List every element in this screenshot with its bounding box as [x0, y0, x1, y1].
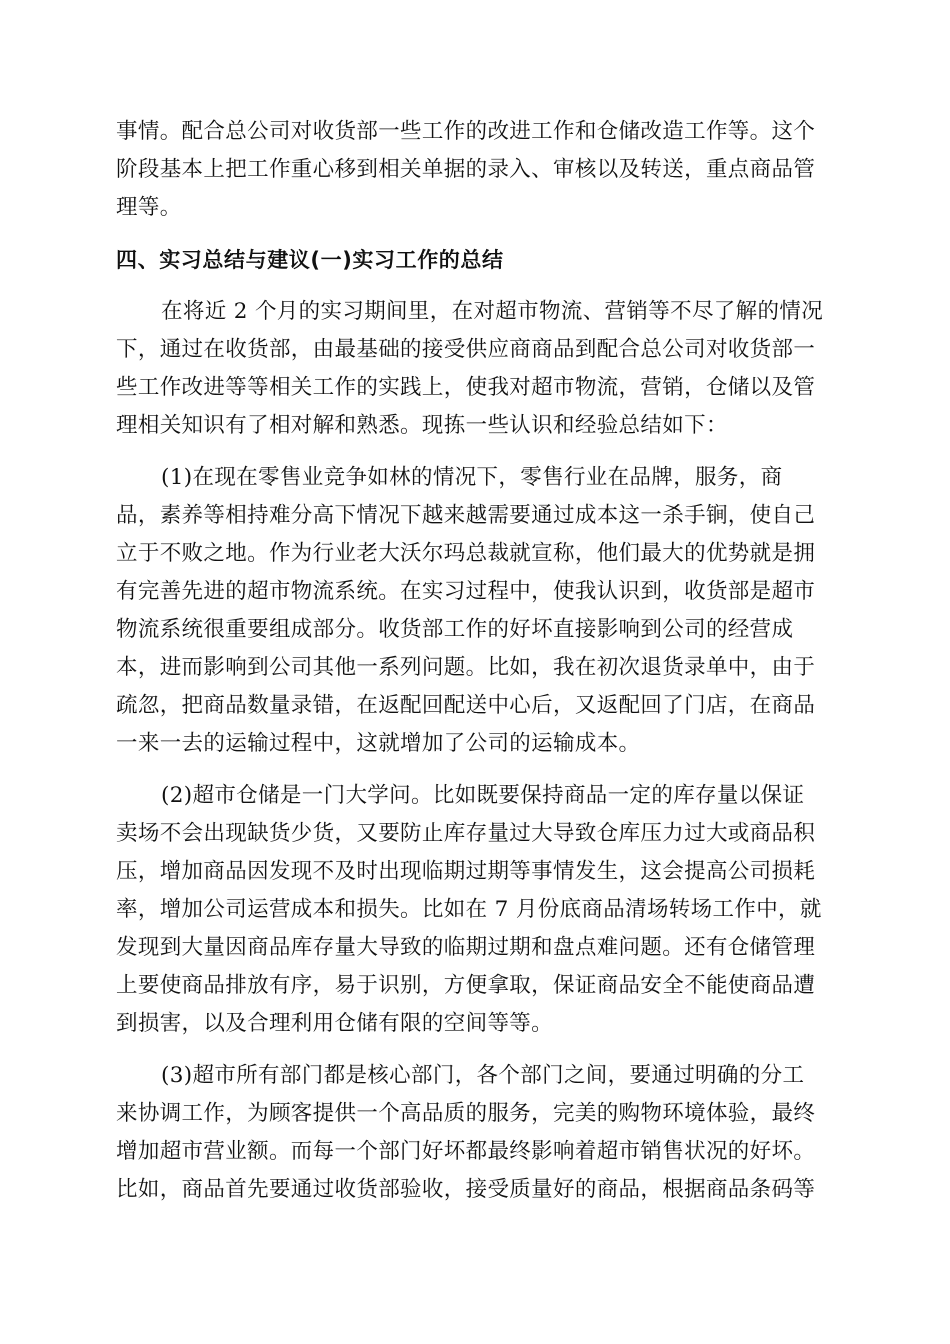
text-line: 事情。配合总公司对收货部一些工作的改进工作和仓储改造工作等。这个 [116, 119, 816, 144]
paragraph-summary [116, 293, 832, 445]
text-line: 理相关知识有了相对解和熟悉。现拣一些认识和经验总结如下： [116, 413, 728, 438]
text-line: 立于不败之地。作为行业老大沃尔玛总裁就宣称，他们最大的优势就是拥 [116, 541, 816, 566]
text-line: 些工作改进等等相关工作的实践上，使我对超市物流，营销，仓储以及管 [116, 375, 816, 400]
text-line: 压，增加商品因发现不及时出现临期过期等事情发生，这会提高公司损耗 [116, 859, 816, 884]
text-line: 理等。 [116, 195, 182, 220]
text-line: 本，进而影响到公司其他一系列问题。比如，我在初次退货录单中，由于 [116, 655, 816, 680]
paragraph-intro [116, 113, 832, 227]
text-line: 增加超市营业额。而每一个部门好坏都最终影响着超市销售状况的好坏。 [116, 1139, 816, 1164]
text-line: 一来一去的运输过程中，这就增加了公司的运输成本。 [116, 731, 641, 756]
text-line: 卖场不会出现缺货少货，又要防止库存量过大导致仓库压力过大或商品积 [116, 821, 816, 846]
document-page [116, 113, 832, 1209]
text-line: 疏忽，把商品数量录错，在返配回配送中心后，又返配回了门店，在商品 [116, 693, 816, 718]
text-line: 发现到大量因商品库存量大导致的临期过期和盘点难问题。还有仓储管理 [116, 935, 816, 960]
section-heading: 四、实习总结与建议(一)实习工作的总结 [116, 248, 504, 272]
text-line: 有完善先进的超市物流系统。在实习过程中，使我认识到，收货部是超市 [116, 579, 816, 604]
point-3-paragraph [116, 1057, 832, 1209]
point-1-paragraph [116, 459, 832, 763]
text-line: 物流系统很重要组成部分。收货部工作的好坏直接影响到公司的经营成 [116, 617, 794, 642]
text-line: 在将近 2 个月的实习期间里，在对超市物流、营销等不尽了解的情况 [161, 299, 824, 324]
text-line: (3)超市所有部门都是核心部门，各个部门之间，要通过明确的分工 [161, 1063, 805, 1088]
text-line: 上要使商品排放有序，易于识别，方便拿取，保证商品安全不能使商品遭 [116, 973, 816, 998]
text-line: 比如，商品首先要通过收货部验收，接受质量好的商品，根据商品条码等 [116, 1177, 816, 1202]
text-line: 到损害，以及合理利用仓储有限的空间等等。 [116, 1011, 554, 1036]
point-2-paragraph [116, 777, 832, 1043]
text-line: 品，素养等相持难分高下情况下越来越需要通过成本这一杀手锏，使自己 [116, 503, 816, 528]
text-line: 来协调工作，为顾客提供一个高品质的服务，完美的购物环境体验，最终 [116, 1101, 816, 1126]
text-line: (1)在现在零售业竞争如林的情况下，零售行业在品牌，服务，商 [161, 465, 783, 490]
text-line: 率，增加公司运营成本和损失。比如在 7 月份底商品清场转场工作中，就 [116, 897, 822, 922]
text-line: (2)超市仓储是一门大学问。比如既要保持商品一定的库存量以保证 [161, 783, 805, 808]
text-line: 阶段基本上把工作重心移到相关单据的录入、审核以及转送，重点商品管 [116, 157, 816, 182]
text-line: 下，通过在收货部，由最基础的接受供应商商品到配合总公司对收货部一 [116, 337, 816, 362]
